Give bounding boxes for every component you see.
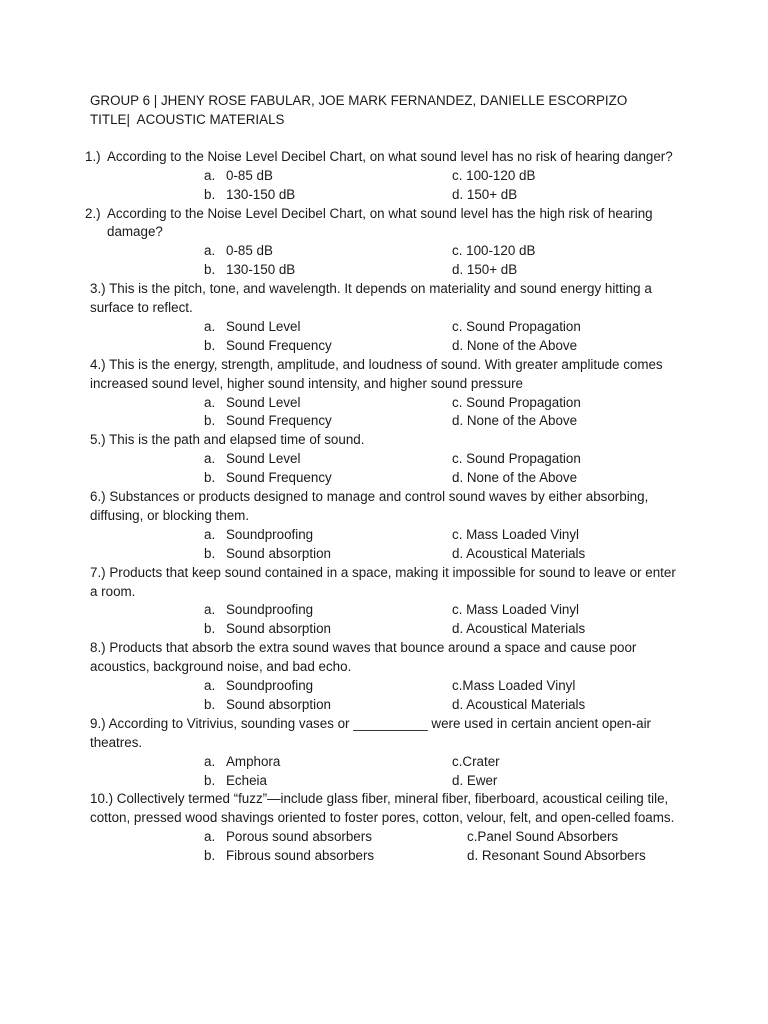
option-c: c. Sound Propagation <box>452 451 581 467</box>
option-c: c.Mass Loaded Vinyl <box>452 678 576 694</box>
document-header <box>90 92 768 130</box>
question-number: 1.) <box>85 148 101 164</box>
option-c: c. Mass Loaded Vinyl <box>452 602 580 618</box>
option-d: d. Resonant Sound Absorbers <box>467 848 646 864</box>
question-9 <box>0 715 768 791</box>
option-b: b. Fibrous sound absorbers <box>204 848 375 864</box>
option-a: a. Soundproofing <box>204 602 314 618</box>
option-b: b. Sound absorption <box>204 545 331 561</box>
question-text: 6.) Substances or products designed to manage and control sound waves by either absorbing, diffusing, or blocking them. <box>90 489 649 523</box>
question-5 <box>0 431 768 488</box>
options <box>0 677 768 715</box>
question-text: According to the Noise Level Decibel Chart, on what sound level has no risk of hearing danger? <box>107 148 673 164</box>
option-a: a. Sound Level <box>204 451 301 467</box>
option-b: b. Sound Frequency <box>204 470 332 486</box>
options <box>0 601 768 639</box>
question-text: 9.) According to Vitrivius, sounding vases or __________ were used in certain ancient open-air theatres. <box>90 715 652 750</box>
question-text: According to the Noise Level Decibel Chart, on what sound level has the high risk of hearing damage? <box>107 205 653 240</box>
question-8 <box>0 639 768 715</box>
option-d: d. None of the Above <box>452 337 578 353</box>
option-c: c. Sound Propagation <box>452 394 581 410</box>
options <box>0 828 768 866</box>
question-text: 7.) Products that keep sound contained in a space, making it impossible for sound to leave or enter a room. <box>90 564 676 599</box>
question-4 <box>0 356 768 432</box>
option-a: a. 0-85 dB <box>204 167 273 183</box>
question-7 <box>0 564 768 640</box>
question-text: 5.) This is the path and elapsed time of sound. <box>90 432 365 448</box>
question-1 <box>0 148 768 205</box>
question-2 <box>0 205 768 281</box>
question-text: 3.) This is the pitch, tone, and wavelength. It depends on materiality and sound energy hitting a surface to reflect. <box>90 281 652 316</box>
option-d: d. Acoustical Materials <box>452 545 586 561</box>
options <box>0 753 768 791</box>
question-text: 8.) Products that absorb the extra sound waves that bounce around a space and cause poor acoustics, background noise, and bad echo. <box>90 640 637 675</box>
option-b: b. Echeia <box>204 772 267 788</box>
question-list <box>0 148 768 866</box>
options <box>0 318 768 356</box>
option-a: a. Sound Level <box>204 394 301 410</box>
option-d: d. 150+ dB <box>452 262 518 278</box>
option-b: b. 130-150 dB <box>204 186 296 202</box>
options <box>0 242 768 280</box>
option-a: a. Soundproofing <box>204 526 314 542</box>
group-members-line: GROUP 6 | JHENY ROSE FABULAR, JOE MARK FERNANDEZ, DANIELLE ESCORPIZO <box>90 93 628 108</box>
question-3 <box>0 280 768 356</box>
options <box>0 394 768 432</box>
question-text: 10.) Collectively termed “fuzz”—include glass fiber, mineral fiber, fiberboard, acoustical ceiling tile, cotton, pressed wood shavings oriented to foster pores, cotton, velour, felt, and open-celled foams. <box>90 791 675 826</box>
option-d: d. None of the Above <box>452 413 578 429</box>
option-c: c. Mass Loaded Vinyl <box>452 526 580 542</box>
option-a: a. Soundproofing <box>204 678 314 694</box>
question-10 <box>0 790 768 866</box>
title-line: TITLE| ACOUSTIC MATERIALS <box>90 111 285 127</box>
option-b: b. Sound Frequency <box>204 337 332 353</box>
option-c: c.Crater <box>452 753 500 769</box>
options <box>0 167 768 205</box>
option-d: d. None of the Above <box>452 470 578 486</box>
option-b: b. Sound Frequency <box>204 413 332 429</box>
options <box>0 526 768 564</box>
question-number: 2.) <box>85 205 101 221</box>
option-b: b. 130-150 dB <box>204 262 296 278</box>
question-text: 4.) This is the energy, strength, amplitude, and loudness of sound. With greater amplitude comes increased sound level, higher sound intensity, and higher sound pressure <box>90 356 663 391</box>
option-c: c. 100-120 dB <box>452 167 536 183</box>
option-d: d. 150+ dB <box>452 186 518 202</box>
option-d: d. Acoustical Materials <box>452 696 586 712</box>
option-a: a. Amphora <box>204 753 281 769</box>
option-a: a. Sound Level <box>204 318 301 334</box>
option-a: a. 0-85 dB <box>204 243 273 259</box>
option-b: b. Sound absorption <box>204 696 331 712</box>
option-c: c.Panel Sound Absorbers <box>467 829 619 845</box>
question-6 <box>0 488 768 564</box>
document-page <box>0 92 768 866</box>
options <box>0 450 768 488</box>
option-c: c. 100-120 dB <box>452 243 536 259</box>
option-d: d. Acoustical Materials <box>452 621 586 637</box>
option-a: a. Porous sound absorbers <box>204 829 372 845</box>
option-d: d. Ewer <box>452 772 498 788</box>
option-b: b. Sound absorption <box>204 621 331 637</box>
option-c: c. Sound Propagation <box>452 318 581 334</box>
